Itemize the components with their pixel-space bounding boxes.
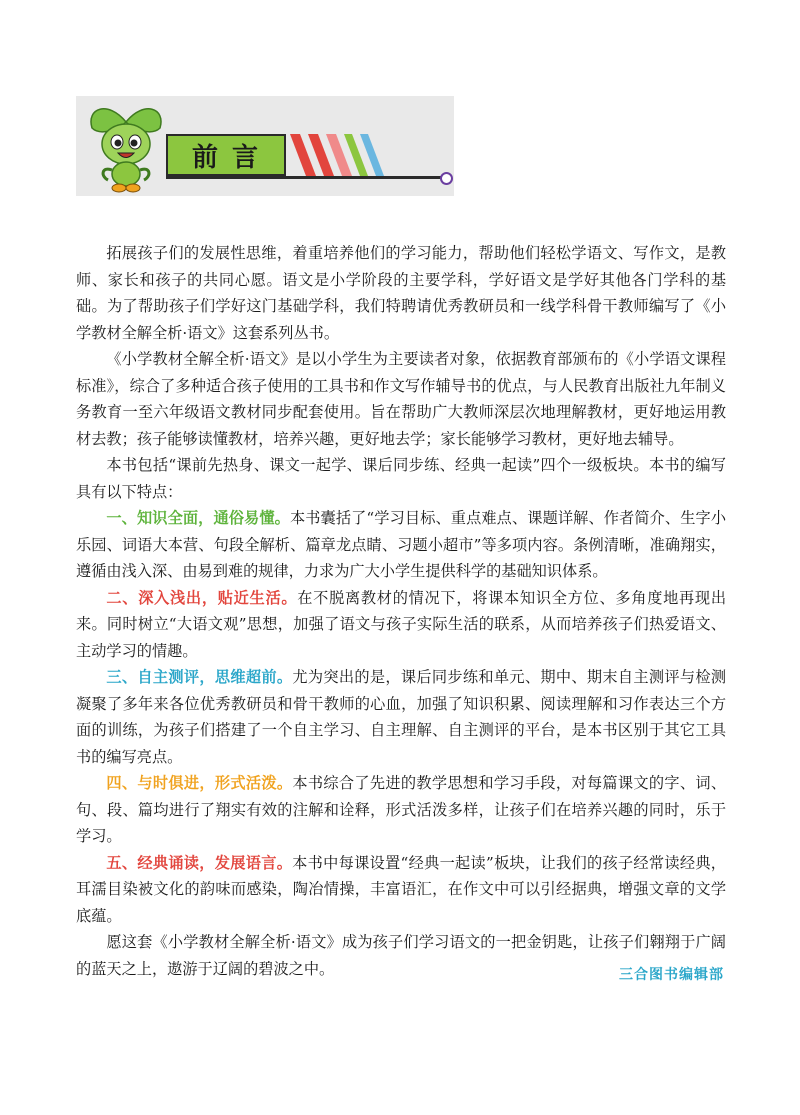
title-underline xyxy=(166,176,442,179)
page-title: 前言 xyxy=(191,142,272,173)
paragraph-closing: 愿这套《小学教材全解全析·语文》成为孩子们学习语文的一把金钥匙，让孩子们翱翔于广阔的蓝天之上，遨游于辽阔的碧波之中。 xyxy=(76,933,726,978)
decorative-stripes-icon xyxy=(286,134,406,176)
underline-end-circle xyxy=(440,172,453,185)
paragraph-feature-5 xyxy=(76,850,726,930)
paragraph-intro: 拓展孩子们的发展性思维，着重培养他们的学习能力，帮助他们轻松学语文、写作文，是教师、家长和孩子的共同心愿。语文是小学阶段的主要学科，学好语文是学好其他各门学科的基础。为了帮助孩子们学好这门基础学科，我们特聘请优秀教研员和一线学科骨干教师编写了《小学教材全解全析·语文》这套系列丛书。 xyxy=(76,244,726,342)
feature-4-title: 四、与时俱进，形式活泼。 xyxy=(106,774,293,792)
paragraph-feature-1 xyxy=(76,505,726,585)
title-box xyxy=(166,134,286,176)
leaf-mascot-icon xyxy=(78,100,174,196)
paragraph-book-description: 《小学教材全解全析·语文》是以小学生为主要读者对象，依据教育部颁布的《小学语文课程标准》，综合了多种适合孩子使用的工具书和作文写作辅导书的优点，与人民教育出版社九年制义务教育一至六年级语文教材同步配套使用。旨在帮助广大教师深层次地理解教材，更好地运用教材去教；孩子能够读懂教材，培养兴趣，更好地去学；家长能够学习教材，更好地去辅导。 xyxy=(76,350,726,448)
feature-1-body: 本书囊括了“学习目标、重点难点、课题详解、作者简介、生字小乐园、词语大本营、句段全解析、篇章龙点睛、习题小超市”等多项内容。条例清晰，准确翔实，遵循由浅入深、由易到难的规律，力求为广大小学生提供科学的基础知识体系。 xyxy=(76,509,727,580)
feature-3-title: 三、自主测评，思维超前。 xyxy=(106,668,293,686)
preface-body xyxy=(76,240,726,982)
feature-4-body: 本书综合了先进的教学思想和学习手段，对每篇课文的字、词、句、段、篇均进行了翔实有效的注解和诠释，形式活泼多样，让孩子们在培养兴趣的同时，乐于学习。 xyxy=(76,774,727,845)
feature-5-body: 本书中每课设置“经典一起读”板块，让我们的孩子经常读经典，耳濡目染被文化的韵味而感染，陶冶情操，丰富语汇，在作文中可以引经据典，增强文章的文学底蕴。 xyxy=(76,853,726,925)
feature-5-title: 五、经典诵读，发展语言。 xyxy=(106,853,293,872)
paragraph-feature-3 xyxy=(76,664,726,770)
paragraph-sections: 本书包括“课前先热身、课文一起学、课后同步练、经典一起读”四个一级板块。本书的编写具有以下特点： xyxy=(76,456,726,501)
paragraph-feature-4 xyxy=(76,770,726,850)
signature: 三合图书编辑部 xyxy=(619,967,724,983)
paragraph-feature-2 xyxy=(76,585,726,665)
feature-2-body: 在不脱离教材的情况下，将课本知识全方位、多角度地再现出来。同时树立“大语文观”思想，加强了语文与孩子实际生活的联系，从而培养孩子们热爱语文、主动学习的情趣。 xyxy=(76,588,727,660)
feature-1-title: 一、知识全面，通俗易懂。 xyxy=(106,509,290,527)
feature-3-body: 尤为突出的是，课后同步练和单元、期中、期末自主测评与检测凝聚了多年来各位优秀教研员和骨干教师的心血，加强了知识积累、阅读理解和习作表达三个方面的训练，为孩子们搭建了一个自主学习、自主理解、自主测评的平台，是本书区别于其它工具书的编写亮点。 xyxy=(76,668,727,766)
feature-2-title: 二、深入浅出，贴近生活。 xyxy=(106,588,298,607)
